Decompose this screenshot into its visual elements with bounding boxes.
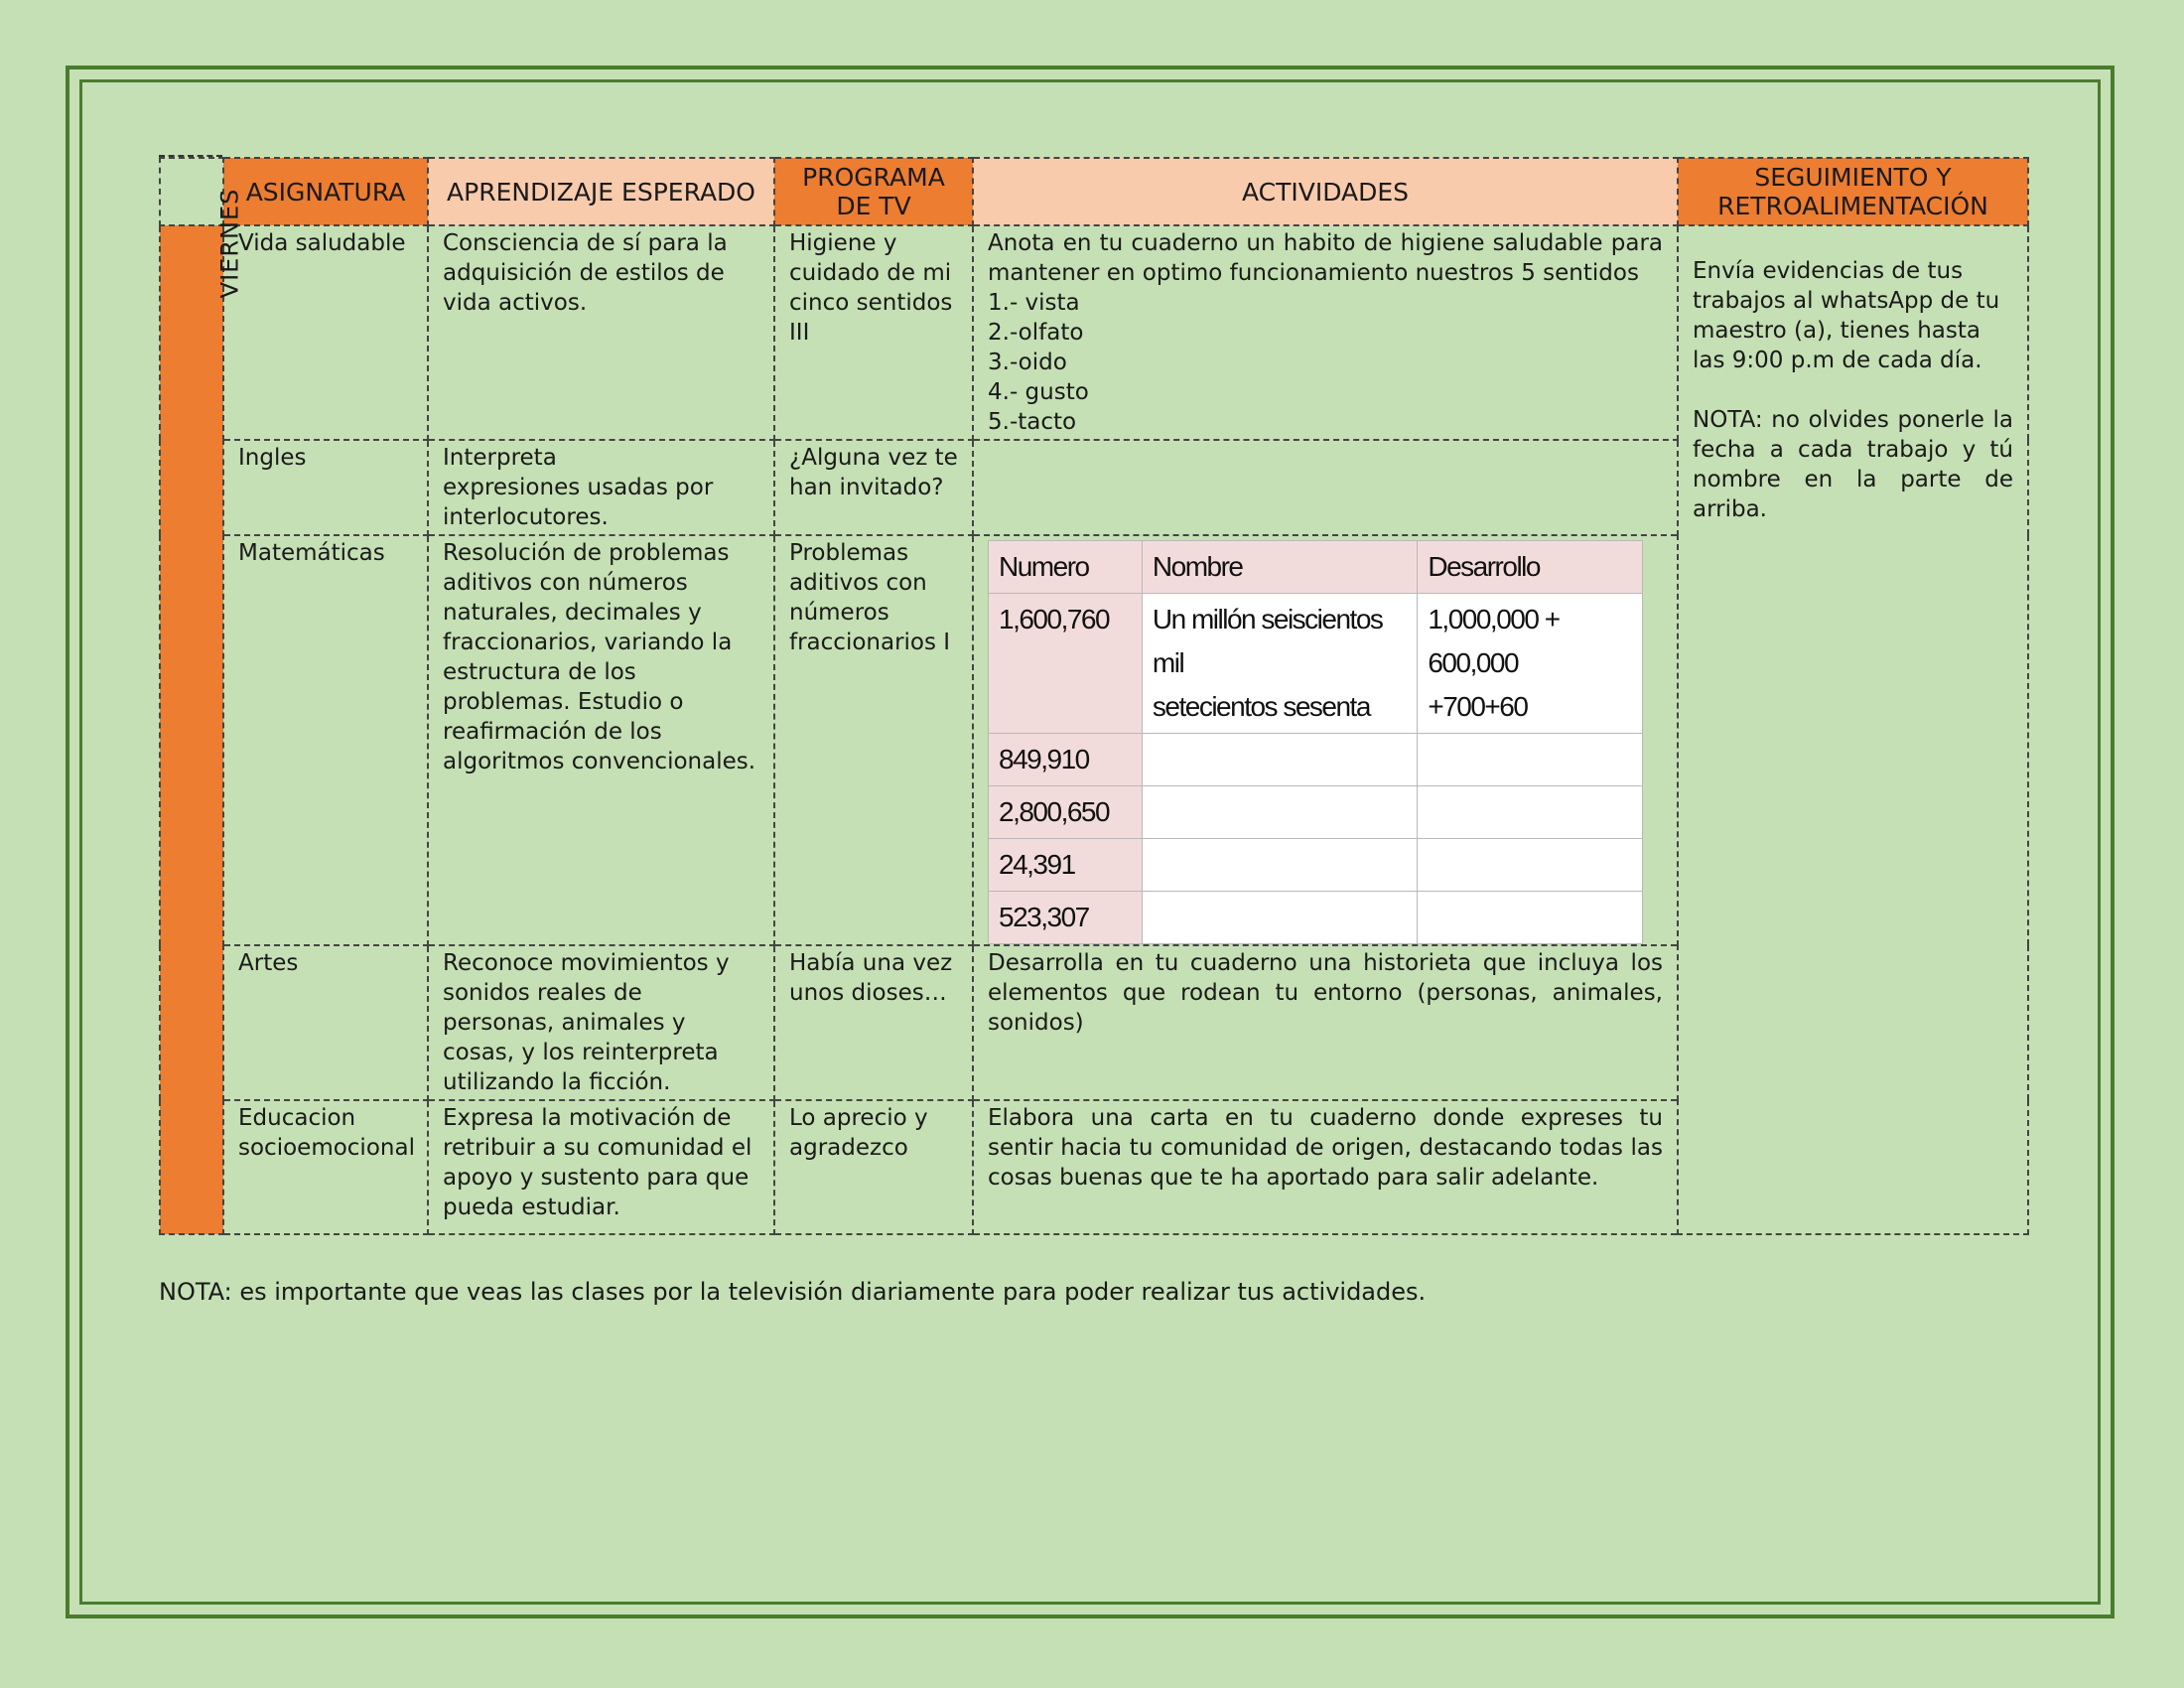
list-item: 3.-oido — [988, 350, 1067, 375]
exercise-blank — [1418, 786, 1643, 839]
exercise-blank — [1418, 839, 1643, 892]
day-label: VIERNES — [215, 188, 244, 299]
exercise-name — [1142, 594, 1417, 734]
exercise-blank — [1418, 892, 1643, 944]
cell-aprendizaje: Resolución de problemas aditivos con números naturales, decimales y fraccionarios, variando la estructura de los problemas. Estudio o reafirmación de los algoritmos convencionales. — [428, 535, 774, 945]
cell-asignatura: Ingles — [223, 440, 428, 535]
cell-aprendizaje: Consciencia de sí para la adquisición de estilos de vida activos. — [428, 225, 774, 440]
list-item: 1.- vista — [988, 290, 1080, 316]
cell-aprendizaje: Reconoce movimientos y sonidos reales de personas, animales y cosas, y los reinterpreta utilizando la ficción. — [428, 945, 774, 1100]
header-asignatura: ASIGNATURA — [223, 158, 428, 225]
exercise-blank — [1418, 734, 1643, 786]
seguimiento-text: Envía evidencias de tus trabajos al whatsApp de tu maestro (a), tienes hasta las 9:00 p.m de cada día. — [1693, 258, 2000, 373]
weekly-plan-table — [159, 157, 2029, 1235]
header-actividades: ACTIVIDADES — [973, 158, 1678, 225]
exercise-name-line: Un millón seiscientos mil — [1152, 604, 1383, 678]
exercise-example-row — [989, 594, 1643, 734]
cell-actividad — [973, 535, 1678, 945]
exercise-wrap — [974, 536, 1677, 944]
cell-actividad: Elabora una carta en tu cuaderno donde expreses tu sentir hacia tu comunidad de origen, destacando todas las cosas buenas que te ha aportado para salir adelante. — [973, 1100, 1678, 1234]
cell-programa: Había una vez unos dioses… — [774, 945, 973, 1100]
exercise-number: 2,800,650 — [989, 786, 1143, 839]
header-programa: PROGRAMA DE TV — [774, 158, 973, 225]
exercise-name-line: setecientos sesenta — [1152, 691, 1370, 722]
aprendizaje-line: Interpreta — [443, 445, 557, 471]
exercise-header-row — [989, 541, 1643, 594]
spacer — [1693, 375, 2013, 405]
exercise-blank — [1142, 892, 1417, 944]
exercise-blank — [1142, 734, 1417, 786]
footer-note: NOTA: es importante que veas las clases por la televisión diariamente para poder realizar tus actividades. — [159, 1278, 1427, 1306]
exercise-row — [989, 734, 1643, 786]
exercise-row — [989, 786, 1643, 839]
exercise-desarrollo — [1418, 594, 1643, 734]
cell-asignatura: Vida saludable — [223, 225, 428, 440]
seguimiento-nota: NOTA: no olvides ponerle la fecha a cada trabajo y tú nombre en la parte de arriba. — [1693, 407, 2013, 522]
exercise-row — [989, 839, 1643, 892]
list-item: 2.-olfato — [988, 320, 1084, 346]
cell-programa: Problemas aditivos con números fraccionarios I — [774, 535, 973, 945]
cell-actividad — [973, 225, 1678, 440]
exercise-number: 849,910 — [989, 734, 1143, 786]
exercise-header: Numero — [989, 541, 1143, 594]
table-row — [160, 225, 2028, 440]
exercise-header: Nombre — [1142, 541, 1417, 594]
cell-programa: Lo aprecio y agradezco — [774, 1100, 973, 1234]
cell-programa: ¿Alguna vez te han invitado? — [774, 440, 973, 535]
list-item: 4.- gusto — [988, 379, 1089, 405]
day-column — [160, 188, 244, 1234]
actividad-text: Anota en tu cuaderno un habito de higiene saludable para mantener en optimo funcionamiento nuestros 5 sentidos — [988, 230, 1663, 286]
list-item: 5.-tacto — [988, 409, 1077, 435]
header-aprendizaje: APRENDIZAJE ESPERADO — [428, 158, 774, 225]
header-seguimiento: SEGUIMIENTO Y RETROALIMENTACIÓN — [1678, 158, 2028, 225]
cell-aprendizaje: Expresa la motivación de retribuir a su comunidad el apoyo y sustento para que pueda estudiar. — [428, 1100, 774, 1234]
cell-asignatura: Educacion socioemocional — [223, 1100, 428, 1234]
exercise-desarrollo-line: 1,000,000 + 600,000 — [1428, 604, 1560, 678]
exercise-desarrollo-line: +700+60 — [1428, 691, 1528, 722]
exercise-number: 523,307 — [989, 892, 1143, 944]
exercise-number: 24,391 — [989, 839, 1143, 892]
header-row — [160, 158, 2028, 225]
cell-seguimiento — [1678, 225, 2028, 1234]
cell-asignatura: Artes — [223, 945, 428, 1100]
cell-aprendizaje — [428, 440, 774, 535]
exercise-number: 1,600,760 — [989, 594, 1143, 734]
exercise-blank — [1142, 786, 1417, 839]
aprendizaje-line: expresiones usadas por interlocutores. — [443, 475, 714, 530]
cell-actividad: Desarrolla en tu cuaderno una historieta que incluya los elementos que rodean tu entorno (personas, animales, sonidos) — [973, 945, 1678, 1100]
exercise-table — [988, 540, 1643, 944]
exercise-row — [989, 892, 1643, 944]
cell-actividad — [973, 440, 1678, 535]
cell-asignatura: Matemáticas — [223, 535, 428, 945]
exercise-blank — [1142, 839, 1417, 892]
cell-programa: Higiene y cuidado de mi cinco sentidos III — [774, 225, 973, 440]
exercise-header: Desarrollo — [1418, 541, 1643, 594]
